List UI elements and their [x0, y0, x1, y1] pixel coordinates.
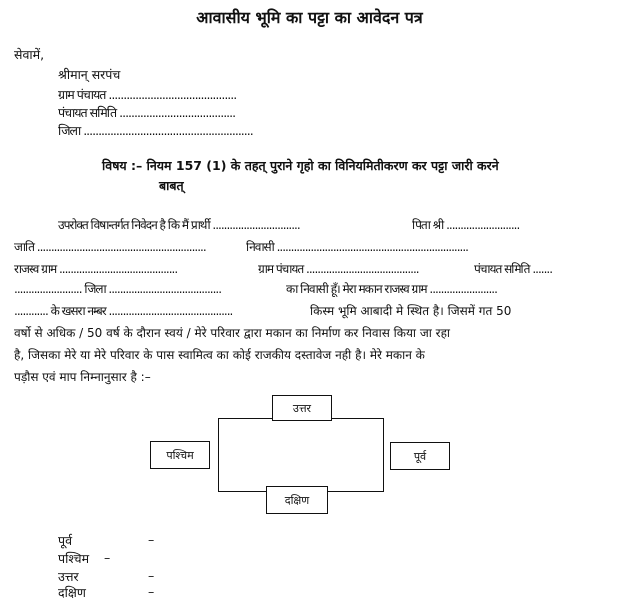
- boundary-east-label: पूर्व: [58, 533, 73, 548]
- south-label: दक्षिण: [284, 493, 310, 507]
- body-line-6: वर्षो से अधिक / 50 वर्ष के दौरान स्वयं / मेरे परिवार द्वारा मकान का निर्माण कर निवास किया जा रहा: [14, 326, 451, 340]
- addressee-district: जिला .........................................................: [58, 123, 253, 138]
- boundary-north-dash: –: [148, 568, 155, 583]
- salutation: सेवामें,: [14, 47, 45, 62]
- body-district: ........................ जिला ........................................: [14, 282, 222, 296]
- body-panchayat-samiti: पंचायत समिति .......: [474, 262, 553, 276]
- addressee-gram-panchayat: ग्राम पंचायत ...........................................: [58, 87, 237, 102]
- boundary-south-label: दक्षिण: [58, 585, 86, 600]
- addressee-sarpanch: श्रीमान् सरपंच: [58, 67, 121, 82]
- boundary-west-dash: –: [104, 550, 111, 565]
- body-revenue-village: राजस्व ग्राम ..........................................: [14, 262, 178, 276]
- body-khasra-number: ............ के खसरा नम्बर ............................................: [14, 304, 233, 318]
- boundary-north-label: उत्तर: [58, 569, 79, 584]
- body-line-7: है, जिसका मेरे या मेरे परिवार के पास स्वामित्व का कोई राजकीय दस्तावेज नही है। मेरे मकान के: [14, 348, 425, 362]
- boundary-west-label: पश्चिम: [58, 551, 90, 566]
- body-land-type: किस्म भूमि आबादी मे स्थित है। जिसमें गत 50: [310, 304, 512, 318]
- body-resident-of: का निवासी हूँ। मेरा मकान राजस्व ग्राम ........................: [286, 282, 497, 296]
- page-title: आवासीय भूमि का पट्टा का आवेदन पत्र: [196, 8, 423, 27]
- body-applicant-name: उपरोक्त विषान्तर्गत निवेदन है कि मैं प्रार्थी ...............................: [58, 218, 300, 232]
- subject-line-1: विषय :– नियम 157 (1) के तहत् पुराने गृहो का विनियमितीकरण कर पट्टा जारी करने: [102, 158, 499, 173]
- south-box: [266, 486, 328, 514]
- boundary-south-dash: –: [148, 584, 155, 599]
- north-box: [272, 395, 332, 421]
- body-line-8: पड़ौस एवं माप निम्नानुसार है :–: [14, 370, 151, 384]
- boundary-east-dash: –: [148, 532, 155, 547]
- west-box: [150, 441, 210, 469]
- house-plot: [218, 418, 384, 492]
- subject-line-2: बाबत्: [159, 178, 184, 193]
- addressee-panchayat-samiti: पंचायत समिति .......................................: [58, 105, 236, 120]
- east-label: पूर्व: [413, 449, 427, 463]
- body-gram-panchayat: ग्राम पंचायत ........................................: [258, 262, 419, 276]
- north-label: उत्तर: [292, 401, 312, 415]
- body-caste: जाति ............................................................: [14, 240, 206, 254]
- body-father-name: पिता श्री ..........................: [412, 218, 520, 232]
- west-label: पश्चिम: [166, 448, 194, 462]
- east-box: [390, 442, 450, 470]
- body-resident: निवासी ....................................................................: [246, 240, 468, 254]
